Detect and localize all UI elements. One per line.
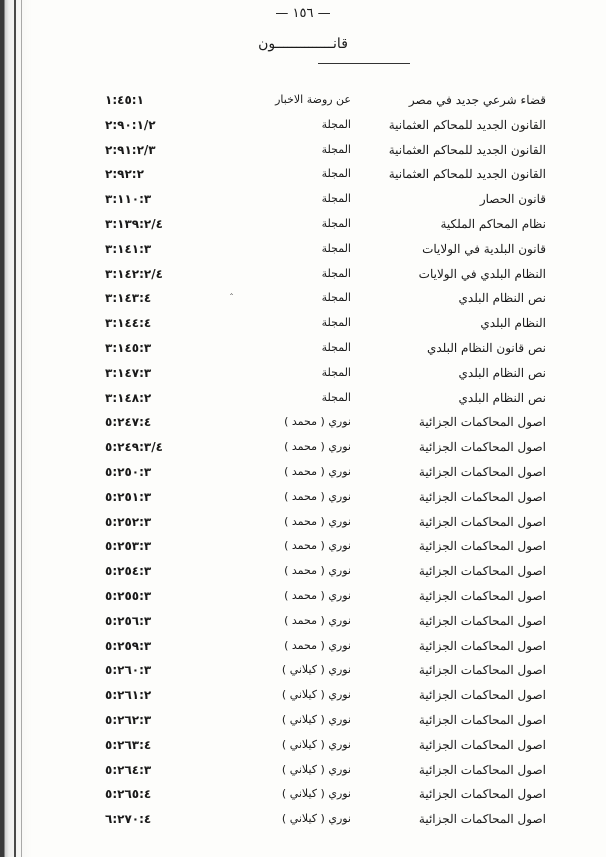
index-entry bbox=[0, 410, 606, 434]
index-entry bbox=[0, 262, 606, 286]
entry-source: نوري ( محمد ) bbox=[284, 589, 351, 602]
entry-title: نص النظام البلدي bbox=[458, 291, 546, 306]
entry-reference: ٢:٩٠:١/٢ bbox=[105, 117, 156, 132]
entry-source: المجلة bbox=[321, 316, 351, 330]
stray-mark: ‸ bbox=[230, 286, 234, 296]
entry-source: المجلة bbox=[321, 117, 351, 131]
entry-reference: ٥:٢٤٧:٤ bbox=[105, 415, 152, 430]
entry-reference: ٥:٢٥٣:٣ bbox=[105, 539, 152, 554]
index-entry bbox=[0, 336, 606, 360]
index-entry bbox=[0, 658, 606, 682]
entry-title: اصول المحاكمات الجزائية bbox=[418, 638, 546, 653]
page-number: — ١٥٦ — bbox=[275, 6, 331, 21]
entry-title: القانون الجديد للمحاكم العثمانية bbox=[388, 117, 546, 132]
entry-source: المجلة bbox=[321, 266, 351, 280]
index-entry bbox=[0, 782, 606, 806]
entry-source: المجلة bbox=[321, 167, 351, 181]
entry-source: المجلة bbox=[321, 241, 351, 255]
entry-reference: ٢:٩٢:٢ bbox=[105, 167, 144, 182]
entry-source: نوري ( محمد ) bbox=[284, 638, 351, 652]
entry-title: اصول المحاكمات الجزائية bbox=[418, 539, 546, 554]
entry-source: المجلة bbox=[321, 341, 351, 354]
entry-title: اصول المحاكمات الجزائية bbox=[418, 415, 546, 430]
index-entry bbox=[0, 88, 606, 112]
index-entry bbox=[0, 534, 606, 558]
entry-source: نوري ( محمد ) bbox=[284, 514, 351, 528]
entry-title: اصول المحاكمات الجزائية bbox=[418, 465, 546, 479]
entry-source: المجلة bbox=[321, 192, 351, 206]
entry-reference: ٣:١٤٨:٢ bbox=[105, 390, 152, 405]
index-entry bbox=[0, 559, 606, 583]
index-entry bbox=[0, 708, 606, 732]
entry-source: نوري ( كيلاني ) bbox=[281, 737, 351, 751]
entry-source: المجلة bbox=[321, 291, 351, 305]
index-entry bbox=[0, 485, 606, 509]
entry-reference: ٥:٢٦٠:٣ bbox=[105, 663, 152, 678]
index-entry bbox=[0, 733, 606, 757]
entry-title: اصول المحاكمات الجزائية bbox=[418, 787, 546, 802]
entry-reference: ٣:١٤٧:٣ bbox=[105, 365, 152, 380]
index-entry bbox=[0, 435, 606, 459]
index-entry bbox=[0, 460, 606, 484]
entry-source: المجلة bbox=[321, 217, 351, 230]
entry-title: نظام المحاكم الملكية bbox=[440, 217, 546, 231]
heading-underline bbox=[318, 63, 410, 64]
entry-title: اصول المحاكمات الجزائية bbox=[418, 489, 546, 504]
entry-source: عن روضة الاخبار bbox=[275, 93, 351, 106]
entry-reference: ٣:١٣٩:٢/٤ bbox=[105, 217, 163, 231]
entry-reference: ٥:٢٥١:٣ bbox=[105, 489, 152, 504]
entry-source: نوري ( كيلاني ) bbox=[281, 812, 351, 826]
entry-source: المجلة bbox=[321, 390, 351, 404]
entry-title: نص النظام البلدي bbox=[458, 365, 546, 380]
entry-reference: ٣:١٤٥:٣ bbox=[105, 341, 152, 355]
index-entry bbox=[0, 510, 606, 534]
index-entry bbox=[0, 807, 606, 831]
entry-title: اصول المحاكمات الجزائية bbox=[418, 812, 546, 827]
entry-title: اصول المحاكمات الجزائية bbox=[418, 737, 546, 752]
entry-title: اصول المحاكمات الجزائية bbox=[418, 613, 546, 628]
entry-reference: ٥:٢٦٤:٣ bbox=[105, 762, 152, 777]
index-entry bbox=[0, 584, 606, 608]
entry-title: قانون البلدية في الولايات bbox=[422, 241, 546, 256]
entry-reference: ٥:٢٥٤:٣ bbox=[105, 564, 152, 579]
entry-source: نوري ( كيلاني ) bbox=[281, 688, 351, 702]
entry-title: النظام البلدي bbox=[480, 316, 546, 331]
index-entry bbox=[0, 386, 606, 410]
entry-reference: ٥:٢٤٩:٣/٤ bbox=[105, 440, 163, 455]
entry-reference: ٥:٢٥٠:٣ bbox=[105, 465, 152, 479]
entry-title: اصول المحاكمات الجزائية bbox=[418, 564, 546, 579]
entry-title: اصول المحاكمات الجزائية bbox=[418, 589, 546, 603]
entry-reference: ٣:١٤٢:٢/٤ bbox=[105, 266, 163, 281]
index-entry bbox=[0, 162, 606, 186]
entry-reference: ٥:٢٦٣:٤ bbox=[105, 737, 152, 752]
entry-reference: ٥:٢٥٥:٣ bbox=[105, 589, 152, 603]
entry-reference: ٣:١٤١:٣ bbox=[105, 241, 152, 256]
entry-title: اصول المحاكمات الجزائية bbox=[418, 663, 546, 678]
index-entry bbox=[0, 634, 606, 658]
entry-title: اصول المحاكمات الجزائية bbox=[418, 514, 546, 529]
section-heading: قانــــــــــــــون bbox=[258, 36, 348, 52]
index-entry bbox=[0, 361, 606, 385]
index-entry bbox=[0, 113, 606, 137]
entry-title: قضاء شرعي جديد في مصر bbox=[408, 93, 546, 107]
index-entry bbox=[0, 138, 606, 162]
entry-reference: ٥:٢٦٥:٤ bbox=[105, 787, 152, 802]
entry-reference: ٥:٢٥٦:٣ bbox=[105, 613, 152, 628]
entry-reference: ٣:١٤٣:٤ bbox=[105, 291, 152, 306]
entry-source: المجلة bbox=[321, 365, 351, 379]
entry-title: النظام البلدي في الولايات bbox=[418, 266, 546, 281]
entry-reference: ٣:١١٠:٣ bbox=[105, 192, 152, 207]
index-entry bbox=[0, 311, 606, 335]
index-entry bbox=[0, 212, 606, 236]
index-entry bbox=[0, 187, 606, 211]
entry-source: نوري ( محمد ) bbox=[284, 415, 351, 429]
entry-source: نوري ( كيلاني ) bbox=[281, 663, 351, 677]
entry-source: نوري ( محمد ) bbox=[284, 539, 351, 553]
entry-source: المجلة bbox=[321, 142, 351, 156]
entry-title: القانون الجديد للمحاكم العثمانية bbox=[388, 142, 546, 157]
entry-reference: ٦:٢٧٠:٤ bbox=[105, 812, 152, 827]
entry-source: نوري ( محمد ) bbox=[284, 564, 351, 578]
entry-source: نوري ( محمد ) bbox=[284, 465, 351, 478]
entry-title: اصول المحاكمات الجزائية bbox=[418, 762, 546, 777]
index-entry bbox=[0, 237, 606, 261]
entry-reference: ٥:٢٦٢:٣ bbox=[105, 713, 152, 727]
entry-reference: ٣:١٤٤:٤ bbox=[105, 316, 152, 331]
entry-reference: ١:٤٥:١ bbox=[105, 93, 144, 107]
entry-title: نص النظام البلدي bbox=[458, 390, 546, 405]
index-entry bbox=[0, 758, 606, 782]
entry-reference: ٥:٢٦١:٢ bbox=[105, 688, 152, 703]
index-entry bbox=[0, 286, 606, 310]
entry-reference: ٢:٩١:٢/٣ bbox=[105, 142, 156, 157]
entry-source: نوري ( محمد ) bbox=[284, 613, 351, 627]
entry-title: القانون الجديد للمحاكم العثمانية bbox=[388, 167, 546, 182]
index-entry bbox=[0, 683, 606, 707]
entry-source: نوري ( محمد ) bbox=[284, 440, 351, 454]
entry-title: نص قانون النظام البلدي bbox=[426, 341, 546, 355]
entry-source: نوري ( محمد ) bbox=[284, 489, 351, 503]
entry-title: اصول المحاكمات الجزائية bbox=[418, 688, 546, 703]
entry-source: نوري ( كيلاني ) bbox=[281, 762, 351, 776]
index-entry bbox=[0, 609, 606, 633]
entry-source: نوري ( كيلاني ) bbox=[281, 713, 351, 726]
entry-title: اصول المحاكمات الجزائية bbox=[418, 713, 546, 727]
entry-reference: ٥:٢٥٢:٣ bbox=[105, 514, 152, 529]
entry-title: اصول المحاكمات الجزائية bbox=[418, 440, 546, 455]
entry-reference: ٥:٢٥٩:٣ bbox=[105, 638, 152, 653]
entry-title: قانون الحصار bbox=[479, 192, 546, 207]
entry-source: نوري ( كيلاني ) bbox=[281, 787, 351, 801]
